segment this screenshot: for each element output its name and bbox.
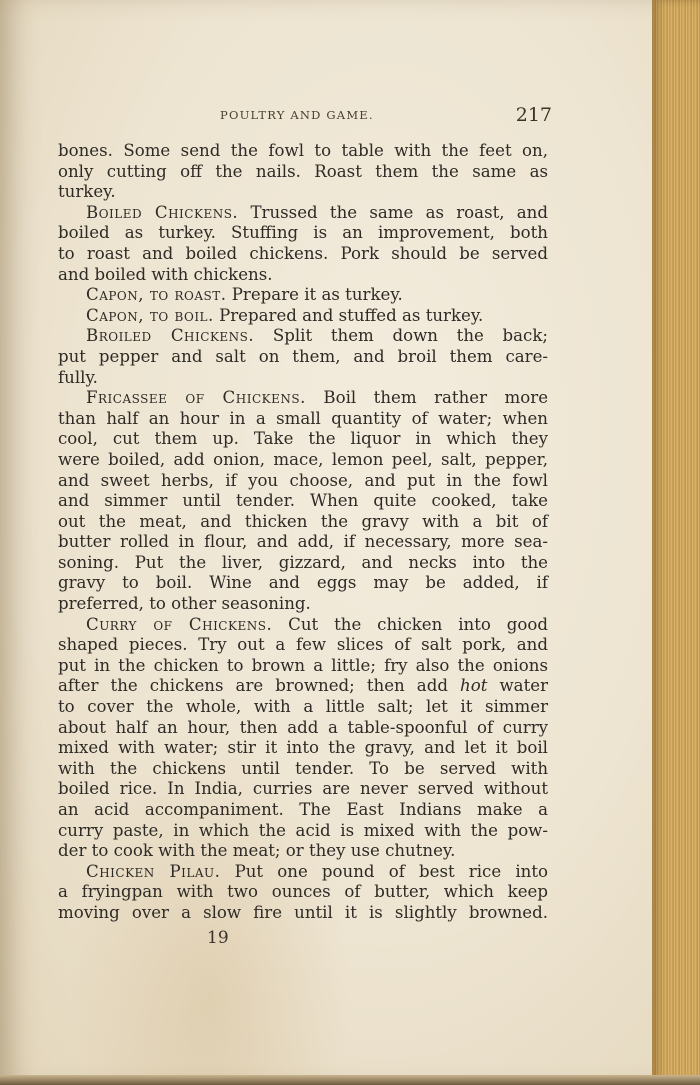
recipe-heading: Fricassee of Chickens. — [86, 388, 306, 408]
text-line: to roast and boiled chickens. Pork should be served — [58, 243, 548, 263]
text-line: and simmer until tender. When quite cooked, take — [58, 491, 548, 511]
text-line: were boiled, add onion, mace, lemon peel, salt, pepper, — [58, 449, 548, 469]
text-line: fully. — [58, 367, 98, 387]
text-line: gravy to boil. Wine and eggs may be added, if — [58, 573, 548, 593]
body-text — [58, 141, 548, 924]
text-line: Capon, to boil. Prepared and stuffed as turkey. — [86, 305, 484, 325]
text-line: shaped pieces. Try out a few slices of salt pork, and — [58, 635, 548, 655]
text-line: preferred, to other seasoning. — [58, 594, 311, 614]
running-title: POULTRY AND GAME. — [220, 108, 374, 122]
text-line: Chicken Pilau. Put one pound of best rice into — [86, 861, 548, 881]
text-line: a fryingpan with two ounces of butter, which keep — [58, 882, 548, 902]
text-line: boiled rice. In India, curries are never served without — [58, 779, 548, 799]
text-line: and boiled with chickens. — [58, 264, 273, 284]
text-line: about half an hour, then add a table-spoonful of curry — [58, 717, 548, 737]
text-line: bones. Some send the fowl to table with the feet on, — [58, 141, 548, 160]
text-line: put pepper and salt on them, and broil them care- — [58, 346, 548, 366]
text-line: moving over a slow fire until it is slightly browned. — [58, 902, 548, 922]
page-number: 217 — [515, 104, 552, 126]
text-line: Boiled Chickens. Trussed the same as roast, and — [86, 202, 548, 222]
recipe-heading: Boiled Chickens. — [86, 202, 239, 222]
recipe-heading: Broiled Chickens. — [86, 326, 255, 346]
signature-mark: 19 — [207, 928, 229, 948]
text-line: curry paste, in which the acid is mixed with the pow- — [58, 820, 548, 840]
text-line: Fricassee of Chickens. Boil them rather more — [86, 388, 549, 408]
text-line: der to cook with the meat; or they use chutney. — [58, 841, 456, 861]
text-line: an acid accompaniment. The East Indians make a — [58, 800, 548, 819]
text-line: with the chickens until tender. To be served with — [58, 758, 548, 778]
text-line: boiled as turkey. Stuffing is an improvement, both — [58, 223, 548, 243]
page-edges — [652, 0, 700, 1085]
text-line: Curry of Chickens. Cut the chicken into good — [86, 614, 548, 634]
text-line: Capon, to roast. Prepare it as turkey. — [86, 285, 403, 305]
text-line: mixed with water; stir it into the gravy, and let it boil — [58, 738, 548, 758]
recipe-heading: Capon, to roast. — [86, 285, 227, 305]
text-line: only cutting off the nails. Roast them the same as — [58, 161, 548, 181]
text-line: put in the chicken to brown a little; fry also the onions — [58, 655, 548, 675]
page-bottom-edge — [0, 1075, 700, 1085]
text-line: after the chickens are browned; then add hot water — [58, 676, 548, 696]
text-line: out the meat, and thicken the gravy with a bit of — [58, 511, 548, 531]
text-line: and sweet herbs, if you choose, and put in the fowl — [58, 470, 548, 490]
text-line: than half an hour in a small quantity of water; when — [58, 408, 548, 428]
text-line: cool, cut them up. Take the liquor in which they — [58, 429, 548, 449]
text-line: butter rolled in flour, and add, if necessary, more sea- — [58, 532, 548, 552]
italic-word: hot — [460, 676, 488, 696]
text-line: to cover the whole, with a little salt; let it simmer — [58, 697, 548, 717]
text-line: Broiled Chickens. Split them down the back; — [86, 326, 548, 346]
running-head — [68, 104, 552, 128]
text-line: soning. Put the liver, gizzard, and necks into the — [58, 552, 548, 572]
text-line: turkey. — [58, 182, 116, 202]
recipe-heading: Capon, to boil. — [86, 305, 214, 325]
recipe-heading: Curry of Chickens. — [86, 614, 273, 634]
recipe-heading: Chicken Pilau. — [86, 861, 221, 881]
